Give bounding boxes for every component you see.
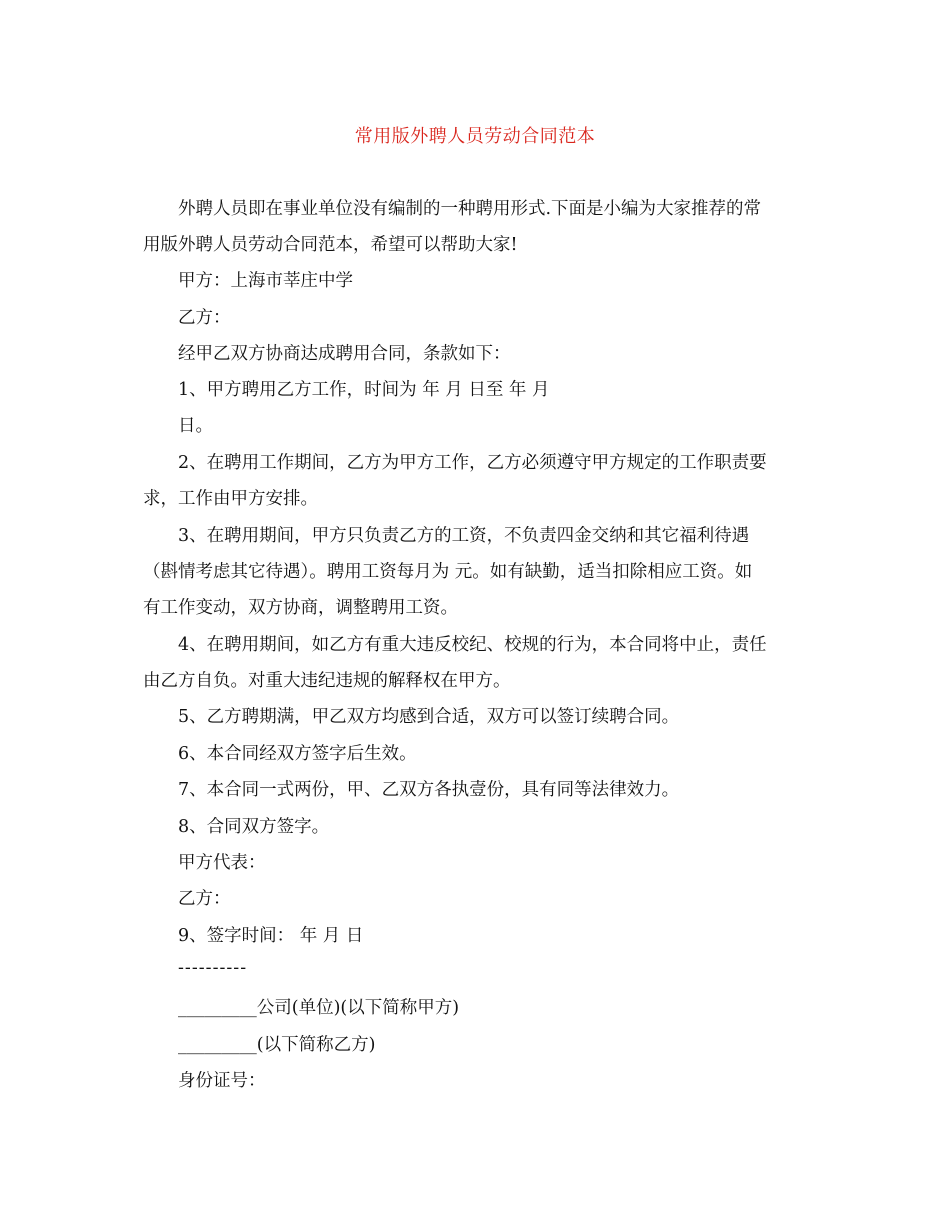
clause-2-line-2: 求，工作由甲方安排。 <box>143 489 318 509</box>
intro-line-1: 外聘人员即在事业单位没有编制的一种聘用形式.下面是小编为大家推荐的常 <box>178 199 762 219</box>
separator-dashes: ---------- <box>178 958 248 978</box>
clause-1-line-1: 1、甲方聘用乙方工作，时间为 年 月 日至 年 月 <box>178 380 550 400</box>
party-b-signature: 乙方： <box>178 889 231 909</box>
clause-3-line-1: 3、在聘用期间，甲方只负责乙方的工资，不负责四金交纳和其它福利待遇 <box>178 526 750 546</box>
company-blank: _________公司(单位)(以下简称甲方) <box>178 998 460 1018</box>
id-number-label: 身份证号： <box>178 1071 266 1091</box>
clause-3-line-2: （斟情考虑其它待遇）。聘用工资每月为 元。如有缺勤，适当扣除相应工资。如 <box>143 562 753 582</box>
clause-9-sign-date: 9、签字时间： 年 月 日 <box>178 926 364 946</box>
page-title: 常用版外聘人员劳动合同范本 <box>354 126 596 147</box>
party-b-blank: _________(以下简称乙方) <box>178 1035 376 1055</box>
clause-1-line-2: 日。 <box>178 416 213 436</box>
clause-8: 8、合同双方签字。 <box>178 817 330 837</box>
clause-2-line-1: 2、在聘用工作期间，乙方为甲方工作，乙方必须遵守甲方规定的工作职责要 <box>178 453 767 473</box>
clause-7: 7、本合同一式两份，甲、乙双方各执壹份，具有同等法律效力。 <box>178 780 680 800</box>
clause-4-line-1: 4、在聘用期间，如乙方有重大违反校纪、校规的行为，本合同将中止，责任 <box>178 635 767 655</box>
clause-6: 6、本合同经双方签字后生效。 <box>178 744 417 764</box>
clause-3-line-3: 有工作变动，双方协商，调整聘用工资。 <box>143 598 458 618</box>
party-a: 甲方：上海市莘庄中学 <box>178 271 353 291</box>
party-a-representative: 甲方代表： <box>178 853 266 873</box>
clause-4-line-2: 由乙方自负。对重大违纪违规的解释权在甲方。 <box>143 671 511 691</box>
intro-line-2: 用版外聘人员劳动合同范本，希望可以帮助大家! <box>143 235 518 255</box>
party-b: 乙方： <box>178 308 231 328</box>
clause-5: 5、乙方聘期满，甲乙双方均感到合适，双方可以签订续聘合同。 <box>178 707 680 727</box>
agreement-intro: 经甲乙双方协商达成聘用合同，条款如下： <box>178 344 511 364</box>
